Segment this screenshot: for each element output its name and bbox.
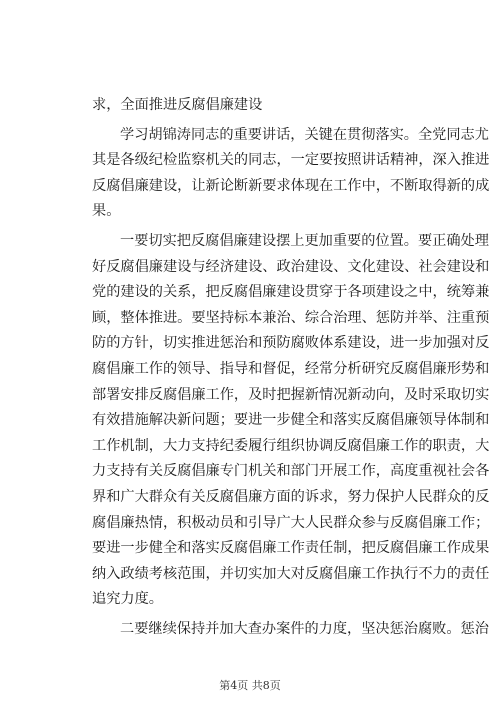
paragraph-line: 部署安排反腐倡廉工作，及时把握新情况新动向，及时采取切实: [92, 386, 490, 403]
paragraph-line: 纳入政绩考核范围，并切实加大对反腐倡廉工作执行不力的责任: [92, 565, 490, 582]
paragraph-line: 界和广大群众有关反腐倡廉方面的诉求，努力保护人民群众的反: [92, 488, 490, 505]
paragraph-line: 防的方针，切实推进惩治和预防腐败体系建设，进一步加强对反: [92, 335, 490, 352]
page-number-footer: 第4页 共8页: [219, 679, 281, 692]
paragraph-line: 其是各级纪检监察机关的同志，一定要按照讲话精神，深入推进: [92, 152, 490, 169]
paragraph-line: 腐倡廉热情，积极动员和引导广大人民群众参与反腐倡廉工作；: [92, 514, 490, 531]
paragraph-line: 果。: [92, 203, 121, 220]
paragraph-line: 工作机制，大力支持纪委履行组织协调反腐倡廉工作的职责，大: [92, 437, 490, 454]
paragraph-line: 党的建设的关系，把反腐倡廉建设贯穿于各项建设之中，统筹兼: [92, 284, 490, 301]
paragraph-line: 顾，整体推进。要坚持标本兼治、综合治理、惩防并举、注重预: [92, 309, 490, 326]
paragraph-line: 要进一步健全和落实反腐倡廉工作责任制，把反腐倡廉工作成果: [92, 540, 490, 557]
paragraph-line: 学习胡锦涛同志的重要讲话，关键在贯彻落实。全党同志尤: [120, 126, 489, 143]
paragraph-line: 追究力度。: [92, 591, 163, 608]
document-body: [92, 93, 490, 646]
paragraph-line: 力支持有关反腐倡廉专门机关和部门开展工作，高度重视社会各: [92, 463, 490, 480]
paragraph-line: 有效措施解决新问题；要进一步健全和落实反腐倡廉领导体制和: [92, 412, 490, 429]
paragraph: [92, 123, 490, 225]
paragraph-line: 反腐倡廉建设，让新论断新要求体现在工作中，不断取得新的成: [92, 177, 490, 194]
paragraph-line: 好反腐倡廉建设与经济建设、政治建设、文化建设、社会建设和: [92, 258, 490, 275]
paragraph: [92, 229, 490, 613]
paragraph-line: 二要继续保持并加大查办案件的力度，坚决惩治腐败。惩治: [120, 620, 489, 637]
paragraph-line: 求，全面推进反腐倡廉建设: [92, 97, 263, 113]
paragraph-line: 一要切实把反腐倡廉建设摆上更加重要的位置。要正确处理: [120, 232, 489, 249]
paragraph: [92, 617, 489, 643]
paragraph-line: 腐倡廉工作的领导、指导和督促，经常分析研究反腐倡廉形势和: [92, 360, 490, 377]
paragraph: [92, 93, 422, 119]
